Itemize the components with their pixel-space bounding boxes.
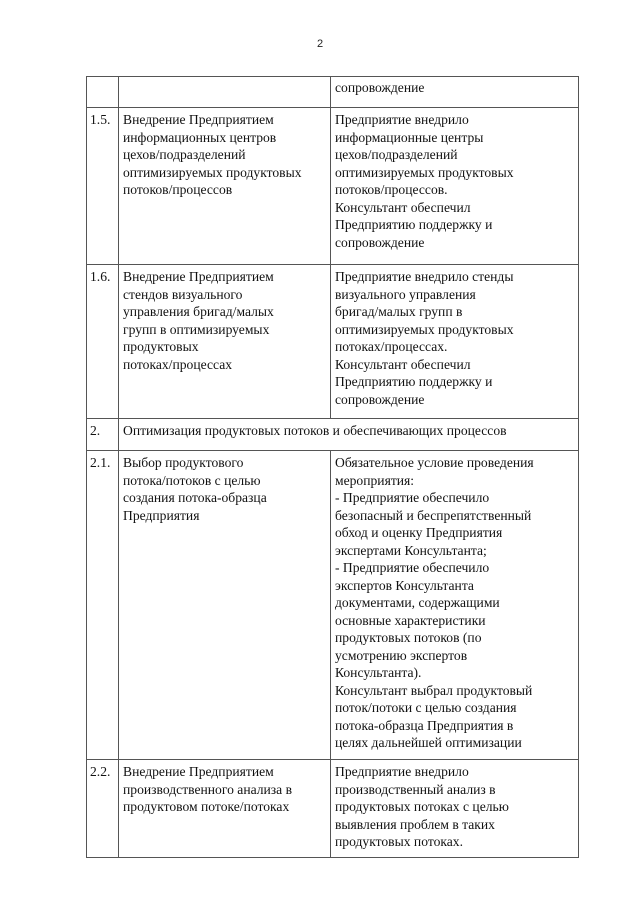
action-cell: Внедрение Предприятием стендов визуального управления бригад/малых групп в оптимизируемых продуктовых потоках/процессах (119, 265, 331, 419)
table-row (87, 265, 579, 419)
table-row (87, 760, 579, 858)
result-cell: сопровождение (331, 77, 579, 108)
table-row (87, 77, 579, 108)
table-row (87, 451, 579, 760)
action-cell: Выбор продуктового потока/потоков с целью создания потока-образца Предприятия (119, 451, 331, 760)
result-cell: Предприятие внедрило информационные центры цехов/подразделений оптимизируемых продуктовых потоков/процессов. Консультант обеспечил Предприятию поддержку и сопровождение (331, 108, 579, 265)
page-number: 2 (316, 38, 324, 50)
result-cell: Предприятие внедрило стенды визуального управления бригад/малых групп в оптимизируемых продуктовых потоках/процессах. Консультант обеспечил Предприятию поддержку и сопровождение (331, 265, 579, 419)
row-number-cell: 1.5. (87, 108, 119, 265)
section-number-cell: 2. (87, 419, 119, 451)
action-cell: Внедрение Предприятием производственного анализа в продуктовом потоке/потоках (119, 760, 331, 858)
result-cell: Обязательное условие проведения мероприятия: - Предприятие обеспечило безопасный и беспрепятственный обход и оценку Предприятия экспертами Консультанта; - Предприятие обеспечило экспертов Консультанта документами, содержащими основные характеристики продуктовых потоков (по усмотрению экспертов Консультанта). Консультант выбрал продуктовый поток/потоки с целью создания потока-образца Предприятия в целях дальнейшей оптимизации (331, 451, 579, 760)
row-number-cell: 2.2. (87, 760, 119, 858)
result-cell: Предприятие внедрило производственный анализ в продуктовых потоках с целью выявления проблем в таких продуктовых потоках. (331, 760, 579, 858)
row-number-cell (87, 77, 119, 108)
row-number-cell: 2.1. (87, 451, 119, 760)
action-cell (119, 77, 331, 108)
section-header-row (87, 419, 579, 451)
section-title-cell: Оптимизация продуктовых потоков и обеспечивающих процессов (119, 419, 579, 451)
action-cell: Внедрение Предприятием информационных центров цехов/подразделений оптимизируемых продуктовых потоков/процессов (119, 108, 331, 265)
row-number-cell: 1.6. (87, 265, 119, 419)
table-row (87, 108, 579, 265)
activities-table (86, 76, 579, 858)
